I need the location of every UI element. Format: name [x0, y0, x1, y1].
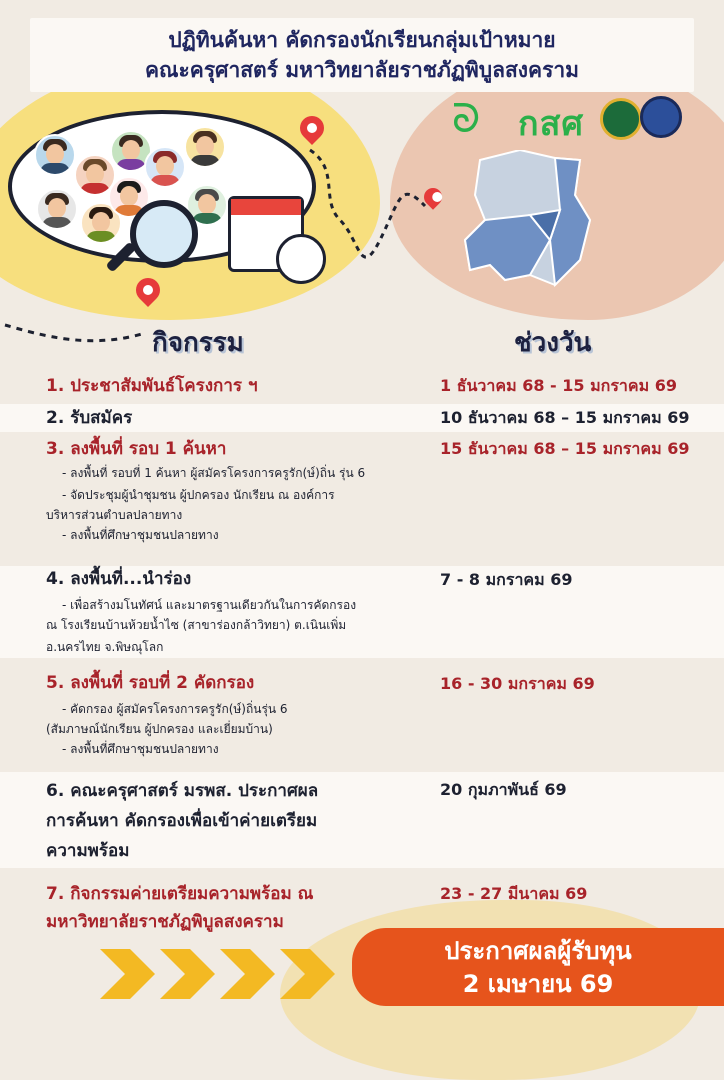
item-date: 20 กุมภาพันธ์ 69 [440, 780, 567, 799]
item-detail: - ลงพื้นที่ศึกษาชุมชนปลายทาง [62, 528, 219, 542]
item-title: 2. รับสมัคร [46, 408, 133, 428]
item-title: 1. ประชาสัมพันธ์โครงการ ฯ [46, 376, 258, 396]
item-detail: - จัดประชุมผู้นำชุมชน ผู้ปกครอง นักเรียน ณ องค์การ [62, 488, 335, 502]
list-item [0, 670, 724, 760]
dotted-path-decor [300, 140, 430, 290]
chevron-arrows-icon [90, 944, 340, 1004]
list-item [0, 372, 724, 400]
item-date: 7 - 8 มกราคม 69 [440, 570, 573, 589]
magnifier-icon [130, 200, 198, 268]
university-seal-icon [600, 98, 642, 140]
item-detail: ณ โรงเรียนบ้านห้วยน้ำไซ (สาขาร่องกล้าวิทยา) ต.เนินเพิ่ม [46, 618, 347, 632]
item-title-line: ความพร้อม [46, 841, 130, 861]
item-detail: อ.นครไทย จ.พิษณุโลก [46, 640, 164, 654]
item-title [46, 776, 318, 866]
item-date: 16 - 30 มกราคม 69 [440, 674, 595, 693]
avatar [184, 126, 226, 168]
page-title [30, 18, 694, 92]
list-item [0, 772, 724, 868]
item-title: 4. ลงพื้นที่...นำร่อง [46, 569, 192, 589]
list-item [0, 404, 724, 432]
item-title [46, 880, 313, 936]
activity-header: กิจกรรม [152, 328, 244, 358]
faculty-seal-icon [640, 96, 682, 138]
item-detail: (สัมภาษณ์นักเรียน ผู้ปกครอง และเยี่ยมบ้าน) [46, 722, 273, 736]
kss-swirl-icon: ᘐ [452, 96, 481, 142]
list-item [0, 566, 724, 658]
title-line-2: คณะครุศาสตร์ มหาวิทยาลัยราชภัฏพิบูลสงคราม [144, 58, 580, 82]
kss-logo: กสศ [518, 104, 584, 144]
item-detail: - ลงพื้นที่ รอบที่ 1 ค้นหา ผู้สมัครโครงการครูรัก(ษ์)ถิ่น รุ่น 6 [62, 466, 366, 480]
banner-title: ประกาศผลผู้รับทุน [444, 937, 632, 965]
item-title: 5. ลงพื้นที่ รอบที่ 2 คัดกรอง [46, 673, 255, 693]
item-date: 23 - 27 มีนาคม 69 [440, 884, 588, 903]
list-item [0, 436, 724, 548]
item-title-line: การค้นหา คัดกรองเพื่อเข้าค่ายเตรียม [46, 811, 318, 831]
title-line-1: ปฏิทินค้นหา คัดกรองนักเรียนกลุ่มเป้าหมาย [168, 28, 556, 52]
map-icon [460, 150, 600, 290]
item-date: 10 ธันวาคม 68 – 15 มกราคม 69 [440, 408, 690, 427]
period-header: ช่วงวัน [514, 328, 592, 358]
item-detail: บริหารส่วนตำบลปลายทาง [46, 508, 183, 522]
item-title-line: 6. คณะครุศาสตร์ มรพส. ประกาศผล [46, 781, 319, 801]
item-title: 3. ลงพื้นที่ รอบ 1 ค้นหา [46, 439, 227, 459]
announcement-banner [352, 928, 724, 1006]
avatar [34, 134, 76, 176]
item-detail: - เพื่อสร้างมโนทัศน์ และมาตรฐานเดียวกันในการคัดกรอง [62, 598, 357, 612]
banner-date: 2 เมษายน 69 [462, 970, 614, 998]
dashed-path-decor [0, 305, 150, 345]
avatar [36, 188, 78, 230]
avatar [144, 146, 186, 188]
item-title-line: มหาวิทยาลัยราชภัฏพิบูลสงคราม [46, 912, 284, 932]
item-date: 15 ธันวาคม 68 – 15 มกราคม 69 [440, 439, 690, 458]
item-date: 1 ธันวาคม 68 - 15 มกราคม 69 [440, 376, 677, 395]
item-detail: - ลงพื้นที่ศึกษาชุมชนปลายทาง [62, 742, 219, 756]
item-title-line: 7. กิจกรรมค่ายเตรียมความพร้อม ณ [46, 884, 314, 904]
item-detail: - คัดกรอง ผู้สมัครโครงการครูรัก(ษ์)ถิ่นรุ่น 6 [62, 702, 288, 716]
